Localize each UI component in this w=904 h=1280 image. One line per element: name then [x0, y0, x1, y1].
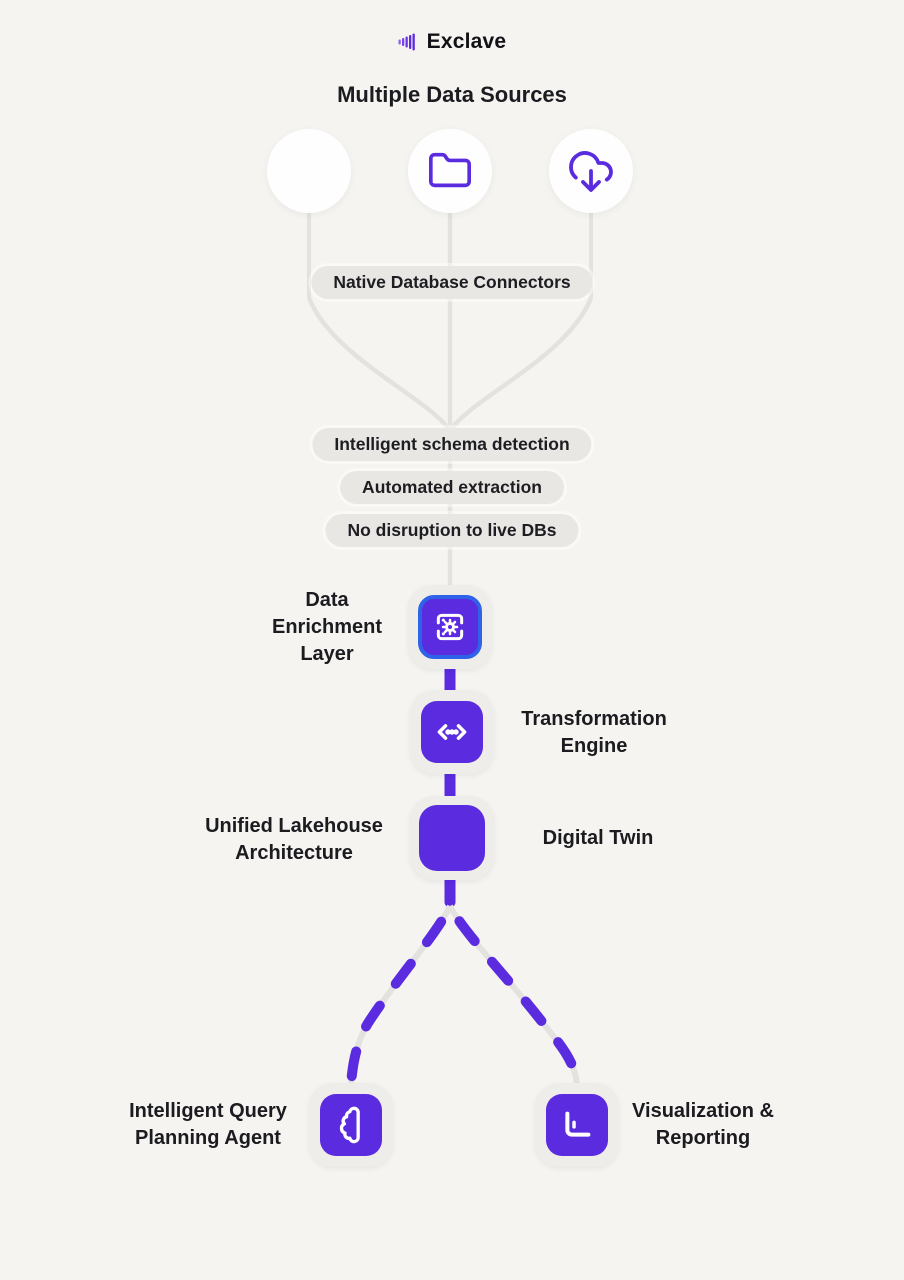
- source-node-blank: [267, 129, 351, 213]
- connector-pill: Native Database Connectors: [311, 266, 592, 299]
- folder-icon: [427, 148, 473, 194]
- source-node-cloud: [549, 129, 633, 213]
- visualization-node: [535, 1083, 619, 1167]
- audio-bars-icon: [398, 31, 420, 53]
- transformation-node: [410, 690, 494, 774]
- cloud-download-icon: [567, 147, 615, 195]
- chart-axes-icon: [556, 1104, 598, 1146]
- visualization-chip: [546, 1094, 608, 1156]
- digital-twin-chip: [419, 805, 485, 871]
- code-icon: [431, 711, 473, 753]
- feature-pill-extraction: Automated extraction: [340, 471, 564, 504]
- transformation-label: Transformation Engine: [521, 708, 667, 757]
- transformation-chip: [421, 701, 483, 763]
- query-agent-node: [309, 1083, 393, 1167]
- lakehouse-label: Unified Lakehouse Architecture: [205, 815, 383, 864]
- query-agent-label: Intelligent Query Planning Agent: [129, 1100, 287, 1149]
- visualization-label: Visualization & Reporting: [632, 1100, 774, 1149]
- digital-twin-node: [410, 796, 494, 880]
- page-title: Multiple Data Sources: [337, 82, 567, 107]
- enrichment-label: Data Enrichment Layer: [271, 589, 383, 665]
- server-cog-icon: [430, 607, 470, 647]
- query-agent-chip: [320, 1094, 382, 1156]
- feature-pill-no-disruption: No disruption to live DBs: [325, 514, 578, 547]
- enrichment-chip: [418, 595, 482, 659]
- brand-name: Exclave: [426, 30, 507, 53]
- brand-logo: [0, 30, 904, 54]
- digital-twin-label: Digital Twin: [542, 827, 654, 849]
- source-node-files: [408, 129, 492, 213]
- brain-icon: [331, 1105, 371, 1145]
- enrichment-node: [408, 585, 492, 669]
- feature-pill-schema: Intelligent schema detection: [312, 428, 591, 461]
